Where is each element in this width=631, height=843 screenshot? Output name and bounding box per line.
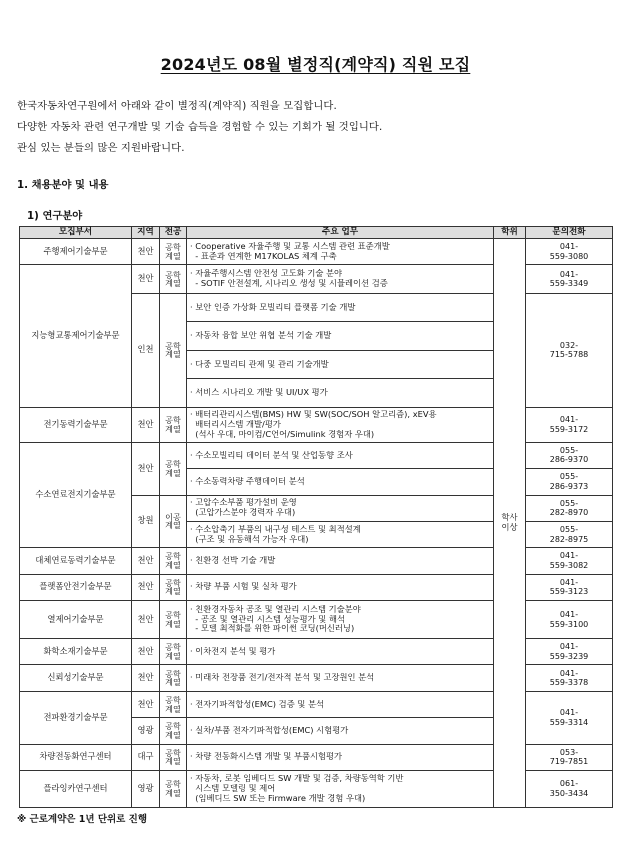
dept-cell: 플랫폼안전기술부문 bbox=[20, 574, 132, 600]
phone-cell: 041- 559-3080 bbox=[526, 239, 613, 265]
dept-cell: 전파환경기술부문 bbox=[20, 691, 132, 744]
recruitment-table bbox=[19, 226, 613, 808]
page-title: 2024년도 08월 별정직(계약직) 직원 모집 bbox=[160, 55, 471, 74]
header-major: 전공 bbox=[160, 227, 187, 239]
phone-cell: 041- 559-3100 bbox=[526, 601, 613, 639]
duties-cell: · 미래차 전장품 전기/전자적 분석 및 고장원인 분석 bbox=[187, 665, 494, 691]
section-heading-research: 1) 연구분야 bbox=[27, 210, 83, 222]
duties-cell: · 이차전지 분석 및 평가 bbox=[187, 639, 494, 665]
major-cell: 공학 계열 bbox=[160, 665, 187, 691]
dept-cell: 차량전동화연구센터 bbox=[20, 744, 132, 770]
region-cell: 대구 bbox=[132, 744, 160, 770]
duties-cell: · 수소압축기 부품의 내구성 테스트 및 최적설계 (구조 및 유동해석 가능자 우대) bbox=[187, 521, 494, 547]
header-duties: 주요 업무 bbox=[187, 227, 494, 239]
phone-cell: 061- 350-3434 bbox=[526, 771, 613, 808]
dept-cell: 화학소재기술부문 bbox=[20, 639, 132, 665]
phone-cell: 055- 286-9373 bbox=[526, 469, 613, 495]
region-cell: 창원 bbox=[132, 495, 160, 548]
major-cell: 공학 계열 bbox=[160, 771, 187, 808]
duties-cell: · 자동차 융합 보안 위협 분석 기술 개발 bbox=[187, 322, 494, 351]
major-cell: 이공 계열 bbox=[160, 495, 187, 548]
major-cell: 공학 계열 bbox=[160, 718, 187, 744]
footnote: ※ 근로계약은 1년 단위로 진행 bbox=[17, 814, 148, 825]
table-header-row bbox=[20, 227, 613, 239]
region-cell: 천안 bbox=[132, 442, 160, 495]
header-region: 지역 bbox=[132, 227, 160, 239]
header-dept: 모집부서 bbox=[20, 227, 132, 239]
phone-cell: 041- 559-3239 bbox=[526, 639, 613, 665]
duties-cell: · 친환경자동차 공조 및 열관리 시스템 기술분야 - 공조 및 열관리 시스템 성능평가 및 해석 - 모델 최적화를 위한 파이썬 코딩(머신러닝) bbox=[187, 601, 494, 639]
major-cell: 공학 계열 bbox=[160, 574, 187, 600]
region-cell: 천안 bbox=[132, 574, 160, 600]
region-cell: 천안 bbox=[132, 691, 160, 717]
dept-cell: 플라잉카연구센터 bbox=[20, 771, 132, 808]
duties-cell: · 실차/부품 전자기파적합성(EMC) 시험평가 bbox=[187, 718, 494, 744]
major-cell: 공학 계열 bbox=[160, 239, 187, 265]
dept-cell: 전기동력기술부문 bbox=[20, 407, 132, 442]
major-cell: 공학 계열 bbox=[160, 265, 187, 294]
major-cell: 공학 계열 bbox=[160, 407, 187, 442]
phone-cell: 041- 559-3123 bbox=[526, 574, 613, 600]
region-cell: 천안 bbox=[132, 601, 160, 639]
phone-cell: 055- 286-9370 bbox=[526, 442, 613, 468]
duties-cell: · 친환경 선박 기술 개발 bbox=[187, 548, 494, 574]
major-cell: 공학 계열 bbox=[160, 548, 187, 574]
header-degree: 학위 bbox=[494, 227, 526, 239]
region-cell: 천안 bbox=[132, 407, 160, 442]
dept-cell: 열제어기술부문 bbox=[20, 601, 132, 639]
phone-cell: 041- 559-3349 bbox=[526, 265, 613, 294]
duties-cell: · 서비스 시나리오 개발 및 UI/UX 평가 bbox=[187, 379, 494, 408]
table-row bbox=[20, 239, 613, 265]
region-cell: 천안 bbox=[132, 265, 160, 294]
duties-cell: · 차량 부품 시험 및 실차 평가 bbox=[187, 574, 494, 600]
duties-cell: · 배터리관리시스템(BMS) HW 및 SW(SOC/SOH 알고리즘), xEV용 배터리시스템 개발/평가 (석사 우대, 마이컴/C언어/Simulink 경험자 우대) bbox=[187, 407, 494, 442]
phone-cell: 041- 559-3172 bbox=[526, 407, 613, 442]
intro-line-1: 한국자동차연구원에서 아래와 같이 별정직(계약직) 직원을 모집합니다. bbox=[17, 100, 337, 112]
major-cell: 공학 계열 bbox=[160, 293, 187, 407]
dept-cell: 대체연료동력기술부문 bbox=[20, 548, 132, 574]
duties-cell: · 전자기파적합성(EMC) 검증 및 분석 bbox=[187, 691, 494, 717]
dept-cell: 신뢰성기술부문 bbox=[20, 665, 132, 691]
phone-cell: 041- 559-3314 bbox=[526, 691, 613, 744]
phone-cell: 041- 559-3378 bbox=[526, 665, 613, 691]
intro-line-3: 관심 있는 분들의 많은 지원바랍니다. bbox=[17, 142, 185, 154]
region-cell: 영광 bbox=[132, 771, 160, 808]
major-cell: 공학 계열 bbox=[160, 442, 187, 495]
duties-cell: · 차량 전동화시스템 개발 및 부품시험평가 bbox=[187, 744, 494, 770]
duties-cell: · 수소동력차량 주행데이터 분석 bbox=[187, 469, 494, 495]
region-cell: 천안 bbox=[132, 548, 160, 574]
region-cell: 영광 bbox=[132, 718, 160, 744]
dept-cell: 지능형교통제어기술부문 bbox=[20, 265, 132, 408]
phone-cell: 055- 282-8970 bbox=[526, 495, 613, 521]
header-phone: 문의전화 bbox=[526, 227, 613, 239]
phone-cell: 032- 715-5788 bbox=[526, 293, 613, 407]
duties-cell: · Cooperative 자율주행 및 교통 시스템 관련 표준개발 - 표준과 연계한 M17KOLAS 체계 구축 bbox=[187, 239, 494, 265]
phone-cell: 055- 282-8975 bbox=[526, 521, 613, 547]
dept-cell: 주행제어기술부문 bbox=[20, 239, 132, 265]
duties-cell: · 자율주행시스템 안전성 고도화 기술 분야 - SOTIF 안전설계, 시나리오 생성 및 시뮬레이션 검증 bbox=[187, 265, 494, 294]
region-cell: 인천 bbox=[132, 293, 160, 407]
section-heading-recruitment: 1. 채용분야 및 내용 bbox=[17, 179, 109, 191]
region-cell: 천안 bbox=[132, 239, 160, 265]
duties-cell: · 보안 인증 가상화 모빌리티 플랫폼 기술 개발 bbox=[187, 293, 494, 322]
region-cell: 천안 bbox=[132, 639, 160, 665]
major-cell: 공학 계열 bbox=[160, 691, 187, 717]
phone-cell: 053- 719-7851 bbox=[526, 744, 613, 770]
major-cell: 공학 계열 bbox=[160, 639, 187, 665]
duties-cell: · 자동차, 로봇 임베디드 SW 개발 및 검증, 차량동역학 기반 시스템 모델링 및 제어 (임베디드 SW 또는 Firmware 개발 경험 우대) bbox=[187, 771, 494, 808]
phone-cell: 041- 559-3082 bbox=[526, 548, 613, 574]
duties-cell: · 다중 모빌리티 관제 및 관리 기술개발 bbox=[187, 350, 494, 379]
degree-cell: 학사 이상 bbox=[494, 239, 526, 808]
duties-cell: · 수소모빌리티 데이터 분석 및 산업동향 조사 bbox=[187, 442, 494, 468]
dept-cell: 수소연료전지기술부문 bbox=[20, 442, 132, 548]
intro-line-2: 다양한 자동차 관련 연구개발 및 기술 습득을 경험할 수 있는 기회가 될 것입니다. bbox=[17, 121, 383, 133]
duties-cell: · 고압수소부품 평가설비 운영 (고압가스분야 경력자 우대) bbox=[187, 495, 494, 521]
major-cell: 공학 계열 bbox=[160, 744, 187, 770]
region-cell: 천안 bbox=[132, 665, 160, 691]
major-cell: 공학 계열 bbox=[160, 601, 187, 639]
